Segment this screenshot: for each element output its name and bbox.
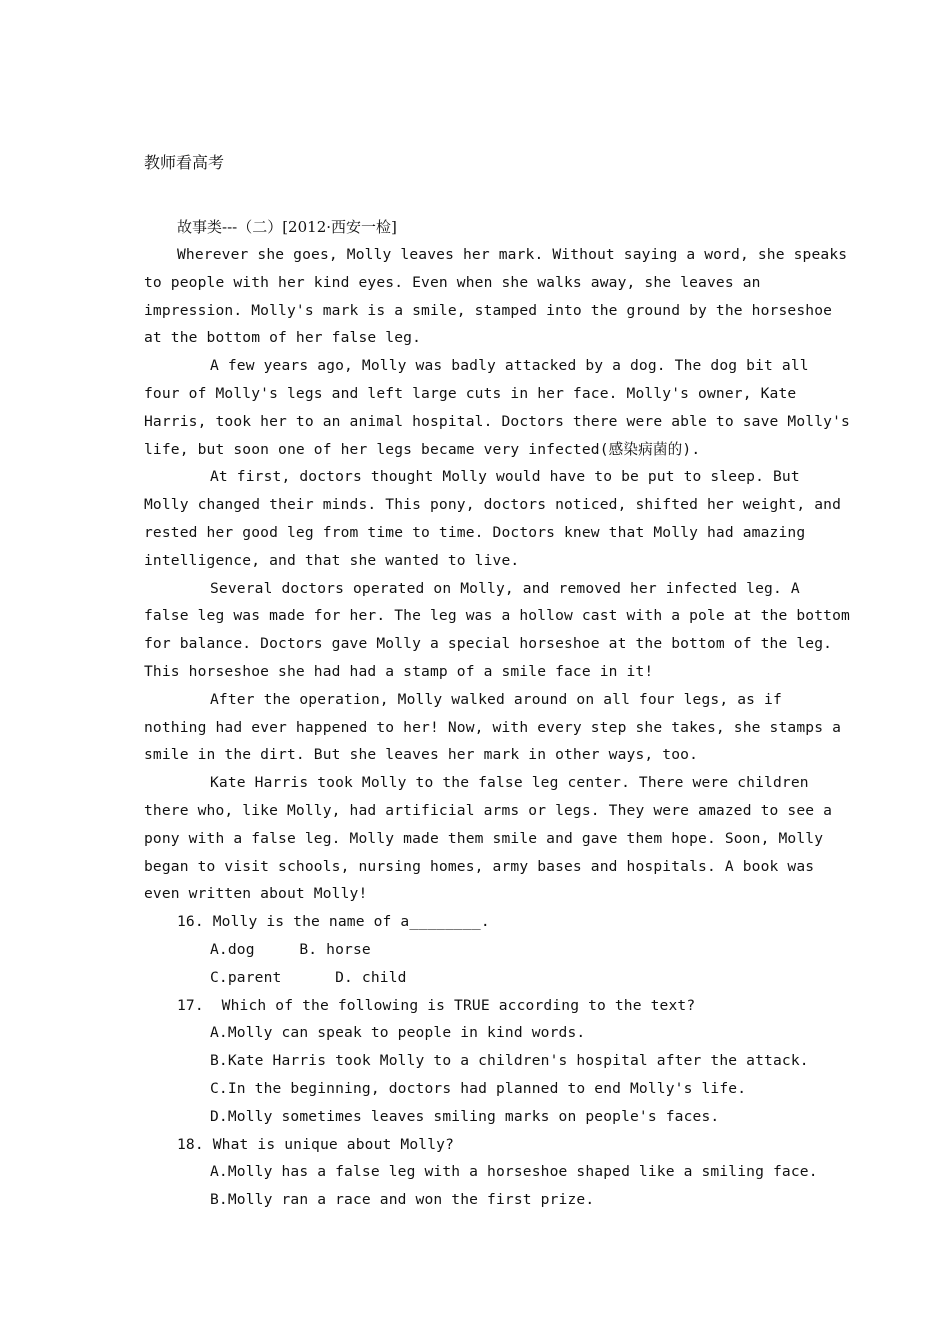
question-line: 17. Which of the following is TRUE according to the text?: [177, 997, 696, 1014]
passage-line: began to visit schools, nursing homes, army bases and hospitals. A book was: [144, 858, 815, 875]
passage-line: rested her good leg from time to time. Doctors knew that Molly had amazing: [144, 524, 806, 541]
section-title: 故事类---（二）[2012·西安一检]: [177, 218, 397, 236]
passage-line: This horseshoe she had had a stamp of a smile face in it!: [144, 663, 654, 680]
passage-line: pony with a false leg. Molly made them smile and gave them hope. Soon, Molly: [144, 830, 824, 847]
passage-line: to people with her kind eyes. Even when she walks away, she leaves an: [144, 274, 761, 291]
passage-line: for balance. Doctors gave Molly a special horseshoe at the bottom of the leg.: [144, 635, 833, 652]
page-header: 教师看高考: [144, 153, 225, 172]
passage-line: Harris, took her to an animal hospital. Doctors there were able to save Molly's: [144, 413, 850, 430]
passage-line: four of Molly's legs and left large cuts in her face. Molly's owner, Kate: [144, 385, 797, 402]
passage-line: life, but soon one of her legs became very infected(感染病菌的).: [144, 441, 701, 458]
question-line: A.dog B. horse: [210, 941, 371, 958]
passage-line: even written about Molly!: [144, 885, 368, 902]
question-line: A.Molly has a false leg with a horseshoe shaped like a smiling face.: [210, 1163, 818, 1180]
passage-line: nothing had ever happened to her! Now, with every step she takes, she stamps a: [144, 719, 842, 736]
passage-line: After the operation, Molly walked around on all four legs, as if: [210, 691, 782, 708]
passage-line: A few years ago, Molly was badly attacked by a dog. The dog bit all: [210, 357, 809, 374]
passage-line: intelligence, and that she wanted to live.: [144, 552, 520, 569]
passage-line: false leg was made for her. The leg was a hollow cast with a pole at the bottom: [144, 607, 850, 624]
question-line: C.parent D. child: [210, 969, 407, 986]
passage-line: impression. Molly's mark is a smile, stamped into the ground by the horseshoe: [144, 302, 833, 319]
question-line: 16. Molly is the name of a________.: [177, 913, 490, 930]
passage-line: there who, like Molly, had artificial arms or legs. They were amazed to see a: [144, 802, 833, 819]
passage-line: Kate Harris took Molly to the false leg center. There were children: [210, 774, 809, 791]
question-line: C.In the beginning, doctors had planned to end Molly's life.: [210, 1080, 747, 1097]
passage-line: Wherever she goes, Molly leaves her mark. Without saying a word, she speaks: [177, 246, 848, 263]
question-line: 18. What is unique about Molly?: [177, 1136, 455, 1153]
question-line: B.Molly ran a race and won the first prize.: [210, 1191, 595, 1208]
question-line: D.Molly sometimes leaves smiling marks on people's faces.: [210, 1108, 720, 1125]
passage-line: smile in the dirt. But she leaves her mark in other ways, too.: [144, 746, 699, 763]
passage-line: at the bottom of her false leg.: [144, 329, 422, 346]
passage-line: Several doctors operated on Molly, and removed her infected leg. A: [210, 580, 800, 597]
question-line: A.Molly can speak to people in kind words.: [210, 1024, 586, 1041]
passage-line: At first, doctors thought Molly would have to be put to sleep. But: [210, 468, 800, 485]
passage-line: Molly changed their minds. This pony, doctors noticed, shifted her weight, and: [144, 496, 842, 513]
question-line: B.Kate Harris took Molly to a children's hospital after the attack.: [210, 1052, 809, 1069]
